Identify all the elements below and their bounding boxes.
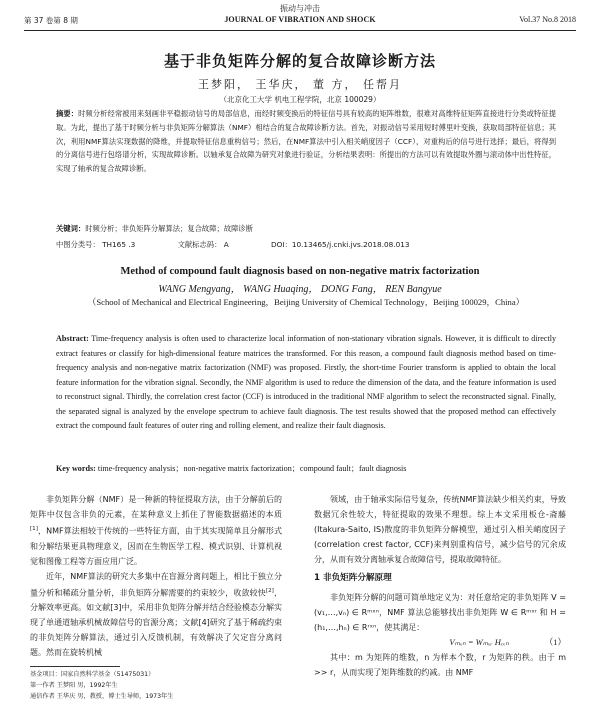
citation-ref: [1] <box>30 526 38 532</box>
abstract-en <box>56 332 556 434</box>
keywords-cn-text: 时频分析；非负矩阵分解算法；复合故障；故障诊断 <box>85 224 254 233</box>
running-header <box>24 15 576 27</box>
affiliation-en: （School of Mechanical and Electrical Engineering，Beijing University of Chemical Technology，Beijing 100029，China） <box>87 297 525 307</box>
journal-name-cn: 振动与冲击 <box>280 4 320 13</box>
equation-1 <box>314 635 566 650</box>
abstract-en-label: Abstract: <box>56 334 89 343</box>
clc-number: 中图分类号： TH165 .3 <box>56 240 136 249</box>
body-paragraph: 非负矩阵分解（NMF）是一种新的特征提取方法，由于分解前后的矩阵中仅包含非负的元素，在某种意义上抓住了智能数据描述的本质[1]，NMF算法相较于传统的一些特征方面，由于其实现简单且分解形式和分解结果更具物理意义，因而在生物医学工程、模式识别、计算机视觉和图像工程等方面应用广泛。 <box>30 495 282 566</box>
body-paragraph: 非负矩阵分解的问题可简单地定义为：对任意给定的非负矩阵 V = (v₁,…,vₙ) ∈ Rᵐˣⁿ，NMF 算法总能够找出非负矩阵 W ∈ Rᵐˣʳ 和 H = (h₁,…,hₙ) ∈ Rʳˣⁿ，使其满足： <box>314 593 566 632</box>
keywords-en-text: time-frequency analysis；non-negative matrix factorization；compound fault；fault diagnosis <box>97 464 407 473</box>
authors-en: WANG Mengyang， WANG Huaqing， DONG Fang， REN Bangyue <box>158 284 442 295</box>
keywords-cn <box>56 224 556 234</box>
keywords-cn-label: 关键词： <box>56 224 86 233</box>
abstract-cn-text: 时频分析经常被用来刻画非平稳振动信号的局部信息，而经时频变换后的特征信号具有较高的矩阵维数，很难对高维特征矩阵直接进行分类或特征提取。为此，提出了基于时频分析与非负矩阵分解算法（NMF）相结合的复合故障诊断方法。首先，对振动信号采用短时傅里叶变换，获取局部特征信息；其次，利用NMF算法实现数据的降维，并提取特征信息重构信号；然后，在NMF算法中引入相关峭度因子（CCF），对重构后的信号进行选择；最后，将得到的分离信号进行包络谱分析，实现故障诊断。以轴承复合故障为研究对象进行验证，分析结果表明：所提出的方法可以有效提取外圈与滚动体中出性特征，实现了轴承的复合故障诊断。 <box>56 109 556 174</box>
affiliation-cn: （北京化工大学 机电工程学院，北京 100029） <box>219 95 381 104</box>
header-rule <box>24 30 576 31</box>
body-paragraph: 近年，NMF算法的研究大多集中在盲源分离问题上，相比于独立分量分析和稀疏分量分析，非负矩阵分解需要的约束较少，收敛较快[2]，分解效率更高。如文献[3]中，采用非负矩阵分解并结合经验模态分解实现了单通道轴承机械故障信号的盲源分离；文献[4]研究了基于稀疏约束的非负矩阵分解算法，通过引入反馈机制，有效解决了欠定盲分离问题。然而在旋转机械 <box>30 571 283 658</box>
body-paragraph: 领域，由于轴承实际信号复杂，传统NMF算法缺少相关约束，导致数据冗余性较大，特征提取的效果不理想。综上本文采用板仓-斋藤(Itakura-Saito, IS)散度的非负矩阵分解模型，通过引入相关峭度因子(correlation crest factor, CCF)来判别重构信号，减少信号的冗余成分，从而有效分离轴承复合故障信号，提取故障特征。 <box>314 495 566 564</box>
keywords-en-label: Key words: <box>56 464 96 473</box>
footnote-corresponding: 通信作者 王华庆 男，教授，博士生导师，1973年生 <box>30 693 174 700</box>
keywords-en <box>56 463 556 474</box>
journal-name-en: JOURNAL OF VIBRATION AND SHOCK <box>224 15 376 24</box>
body-column-right <box>314 492 566 680</box>
footnote-fund: 基金项目：国家自然科学基金（51475031） <box>30 671 155 678</box>
abstract-cn <box>56 107 556 176</box>
footnote-rule <box>30 666 120 667</box>
section-heading: 1 非负矩阵分解原理 <box>314 573 392 583</box>
title-en: Method of compound fault diagnosis based on non-negative matrix factorization <box>120 266 480 277</box>
footnote-first-author: 第一作者 王梦阳 男，1992年生 <box>30 682 118 689</box>
body-column-left <box>30 492 282 660</box>
title-cn: 基于非负矩阵分解的复合故障诊断方法 <box>163 52 436 70</box>
equation-text: Vₘₓₙ = Wₘₓᵣ Hᵣₓₙ <box>449 637 509 647</box>
doi: DOI：10.13465/j.cnki.jvs.2018.08.013 <box>271 240 410 249</box>
authors-cn: 王梦阳， 王华庆， 董 方， 任帮月 <box>198 78 402 91</box>
equation-number: （1） <box>544 637 566 647</box>
volume-issue-cn: 第 37 卷第 8 期 <box>24 16 78 25</box>
abstract-en-text: Time-frequency analysis is often used to characterize local information of non-stationary vibration signals. However, it is difficult to directly extract features or classify for high-dimensional feature matrices the transformed. For this reason, a compound fault diagnosis method based on time-frequency analysis and non-negative matrix factorization (NMF) was proposed. Firstly, the short-time Fourier transform is applied to obtain the local feature information for the vibration signal. Secondly, the NMF algorithm is used to reduce the dimension of the data, and the feature information is used to reconstruct signal. Thirdly, the correlation crest factor (CCF) is introduced in the traditional NMF algorithm to select the reconstructed signal. Finally, the separated signal is analyzed by the envelope spectrum to achieve fault diagnosis. The test results showed that the proposed method can effectively extract the compound fault features of outer ring and rolling element, and realize their fault diagnosis. <box>56 334 556 430</box>
volume-issue-en: Vol.37 No.8 2018 <box>519 15 576 24</box>
body-paragraph: 其中：m 为矩阵的维数，n 为样本个数，r 为矩阵的秩。由于 m >> r，从而实现了矩阵维数的约减。由 NMF <box>314 653 566 677</box>
document-code: 文献标志码： A <box>177 240 229 249</box>
classification-cn <box>56 240 556 250</box>
citation-ref: [2] <box>265 587 274 594</box>
abstract-cn-label: 摘要： <box>56 109 79 118</box>
